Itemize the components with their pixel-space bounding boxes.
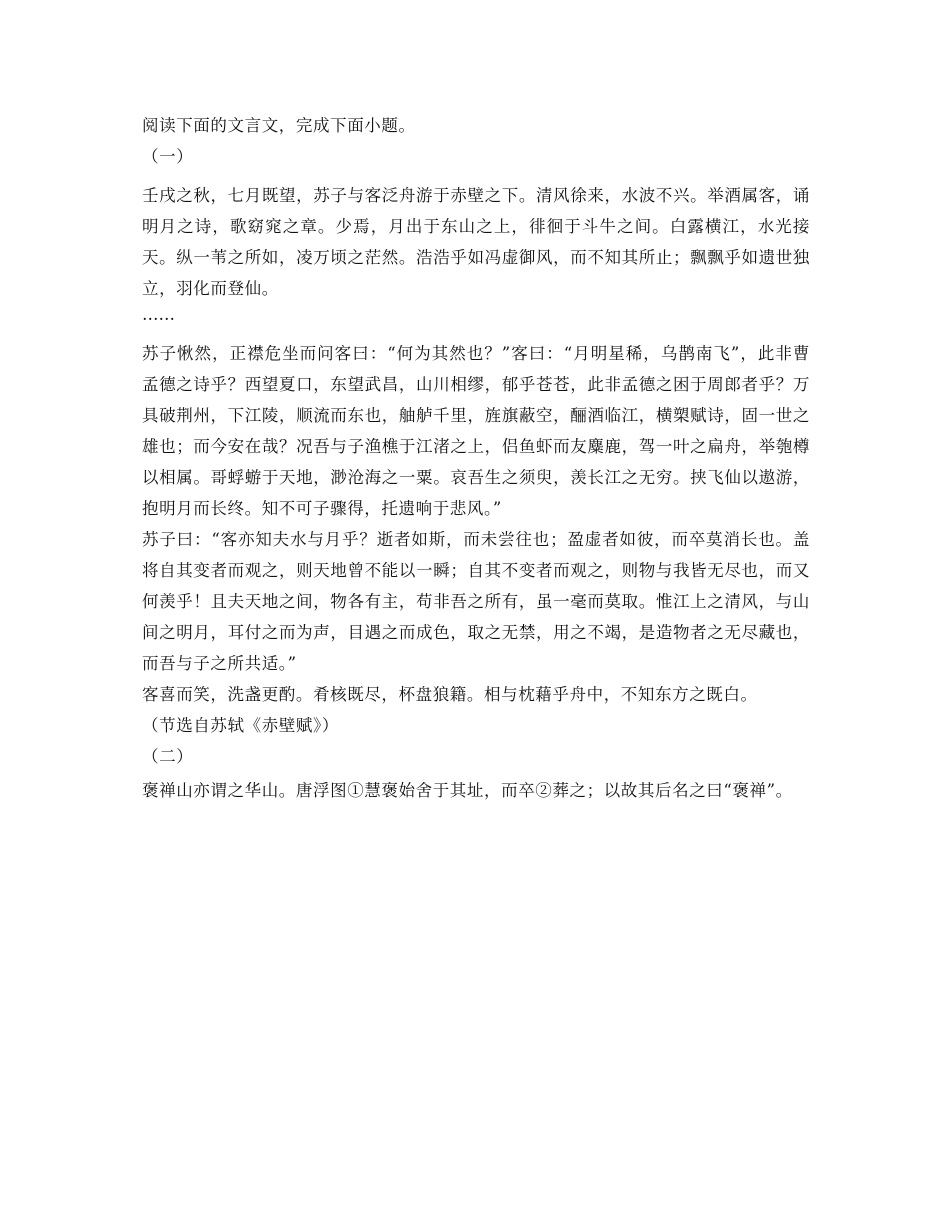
passage-paragraph-5: 褒禅山亦谓之华山。唐浮图①慧褒始舍于其址，而卒②葬之；以故其后名之曰“褒禅”。 xyxy=(142,781,793,800)
section-label-one: （一） xyxy=(142,147,194,166)
instruction-text: 阅读下面的文言文，完成下面小题。 xyxy=(142,116,416,135)
source-citation: （节选自苏轼《赤壁赋》） xyxy=(142,716,339,735)
ellipsis: …… xyxy=(142,305,175,324)
passage-paragraph-2: 苏子愀然，正襟危坐而问客曰：“何为其然也？”客曰：“月明星稀，乌鹊南飞”，此非曹孟德之诗乎？西望夏口，东望武昌，山川相缪，郁乎苍苍，此非孟德之困于周郎者乎？万具破荆州，下江陵，顺流而东也，舳舻千里，旌旗蔽空，酾酒临江，横槊赋诗，固一世之雄也；而今安在哉？况吾与子渔樵于江渚之上，侣鱼虾而友麋鹿，驾一叶之扁舟，举匏樽以相属。哥蜉蝣于天地，渺沧海之一粟。哀吾生之须臾，羡长江之无穷。挟飞仙以遨游，抱明月而长终。知不可子骤得，托遗响于悲风。” xyxy=(142,344,810,518)
passage-paragraph-3: 苏子曰：“客亦知夫水与月乎？逝者如斯，而未尝往也；盈虚者如彼，而卒莫消长也。盖将自其变者而观之，则天地曾不能以一瞬；自其不变者而观之，则物与我皆无尽也，而又何羡乎！且夫天地之间，物各有主，苟非吾之所有，虽一毫而莫取。惟江上之清风，与山间之明月，耳付之而为声，目遇之而成色，取之无禁，用之不竭，是造物者之无尽藏也，而吾与子之所共适。” xyxy=(142,530,810,673)
document-body xyxy=(142,110,810,806)
passage-paragraph-1: 壬戌之秋，七月既望，苏子与客泛舟游于赤壁之下。清风徐来，水波不兴。举酒属客，诵明月之诗，歌窈窕之章。少焉，月出于东山之上，徘徊于斗牛之间。白露横江，水光接天。纵一苇之所如，凌万顷之茫然。浩浩乎如冯虚御风，而不知其所止；飘飘乎如遗世独立，羽化而登仙。 xyxy=(142,186,810,298)
section-label-two: （二） xyxy=(142,747,194,766)
passage-paragraph-4: 客喜而笑，洗盏更酌。肴核既尽，杯盘狼籍。相与枕藉乎舟中，不知东方之既白。 xyxy=(142,685,758,704)
